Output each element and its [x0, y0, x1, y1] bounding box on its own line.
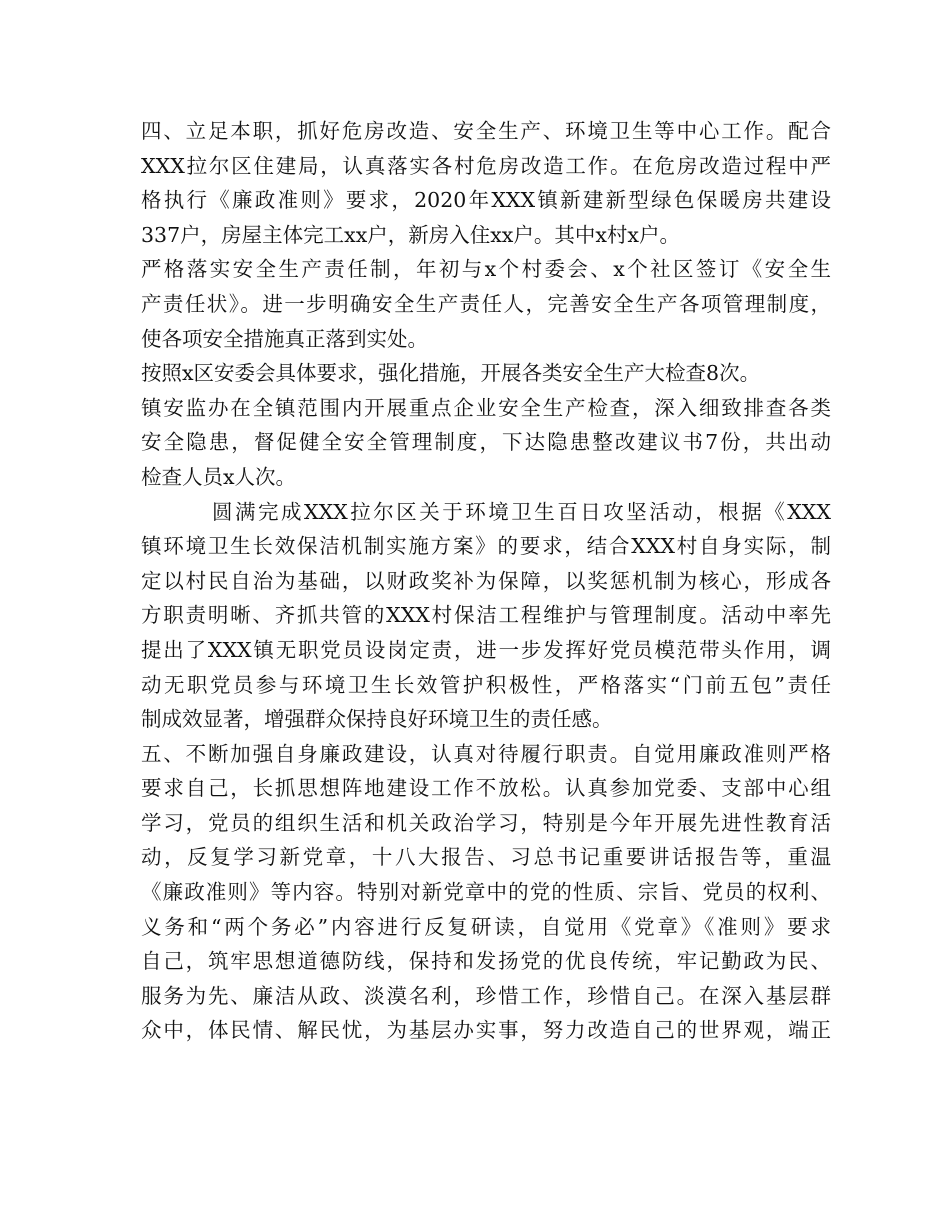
text-line: 要求自己，长抓思想阵地建设工作不放松。认真参加党委、支部中心组 — [141, 776, 831, 801]
text-line: 圆满完成XXX拉尔区关于环境卫生百日攻坚活动，根据《XXX — [212, 499, 831, 524]
text-line: 学习，党员的组织生活和机关政治学习，特别是今年开展先进性教育活 — [141, 810, 831, 835]
text-line: 五、不断加强自身廉政建设，认真对待履行职责。自觉用廉政准则严格 — [141, 741, 831, 766]
text-line: 定以村民自治为基础，以财政奖补为保障，以奖惩机制为核心，形成各 — [141, 568, 831, 593]
text-line: 使各项安全措施真正落到实处。 — [141, 326, 428, 351]
text-line: XXX拉尔区住建局，认真落实各村危房改造工作。在危房改造过程中严 — [141, 153, 831, 178]
text-line: 制成效显著，增强群众保持良好环境卫生的责任感。 — [141, 707, 613, 732]
text-line: 337户，房屋主体完工xx户，新房入住xx户。其中x村x户。 — [141, 222, 680, 247]
text-line: 安全隐患，督促健全安全管理制度，下达隐患整改建议书7份，共出动 — [141, 430, 831, 455]
text-line: 按照x区安委会具体要求，强化措施，开展各类安全生产大检查8次。 — [141, 361, 761, 386]
text-line: 格执行《廉政准则》要求，2020年XXX镇新建新型绿色保暖房共建设 — [141, 188, 831, 213]
text-line: 《廉政准则》等内容。特别对新党章中的党的性质、宗旨、党员的权利、 — [141, 880, 831, 905]
text-line: 服务为先、廉洁从政、淡漠名利，珍惜工作，珍惜自己。在深入基层群 — [141, 983, 831, 1008]
text-line: 自己，筑牢思想道德防线，保持和发扬党的优良传统，牢记勤政为民、 — [141, 949, 831, 974]
text-line: 动，反复学习新党章，十八大报告、习总书记重要讲话报告等，重温 — [141, 845, 831, 870]
text-line: 义务和“两个务必”内容进行反复研读，自觉用《党章》《准则》要求 — [141, 914, 831, 939]
text-line: 四、立足本职，抓好危房改造、安全生产、环境卫生等中心工作。配合 — [141, 119, 831, 143]
text-line: 动无职党员参与环境卫生长效管护积极性，严格落实“门前五包”责任 — [141, 672, 831, 697]
text-line: 镇安监办在全镇范围内开展重点企业安全生产检查，深入细致排查各类 — [141, 395, 831, 420]
text-line: 严格落实安全生产责任制，年初与x个村委会、x个社区签订《安全生 — [141, 257, 831, 282]
text-line: 提出了XXX镇无职党员设岗定责，进一步发挥好党员模范带头作用，调 — [141, 637, 831, 662]
text-line: 方职责明晰、齐抓共管的XXX村保洁工程维护与管理制度。活动中率先 — [141, 603, 831, 628]
text-line: 众中，体民情、解民忧，为基层办实事，努力改造自己的世界观，端正 — [141, 1018, 831, 1043]
document-body — [141, 114, 831, 1048]
text-line: 镇环境卫生长效保洁机制实施方案》的要求，结合XXX村自身实际，制 — [141, 534, 831, 559]
text-line: 检查人员x人次。 — [141, 464, 297, 489]
text-line: 产责任状》。进一步明确安全生产责任人，完善安全生产各项管理制度， — [141, 291, 831, 316]
